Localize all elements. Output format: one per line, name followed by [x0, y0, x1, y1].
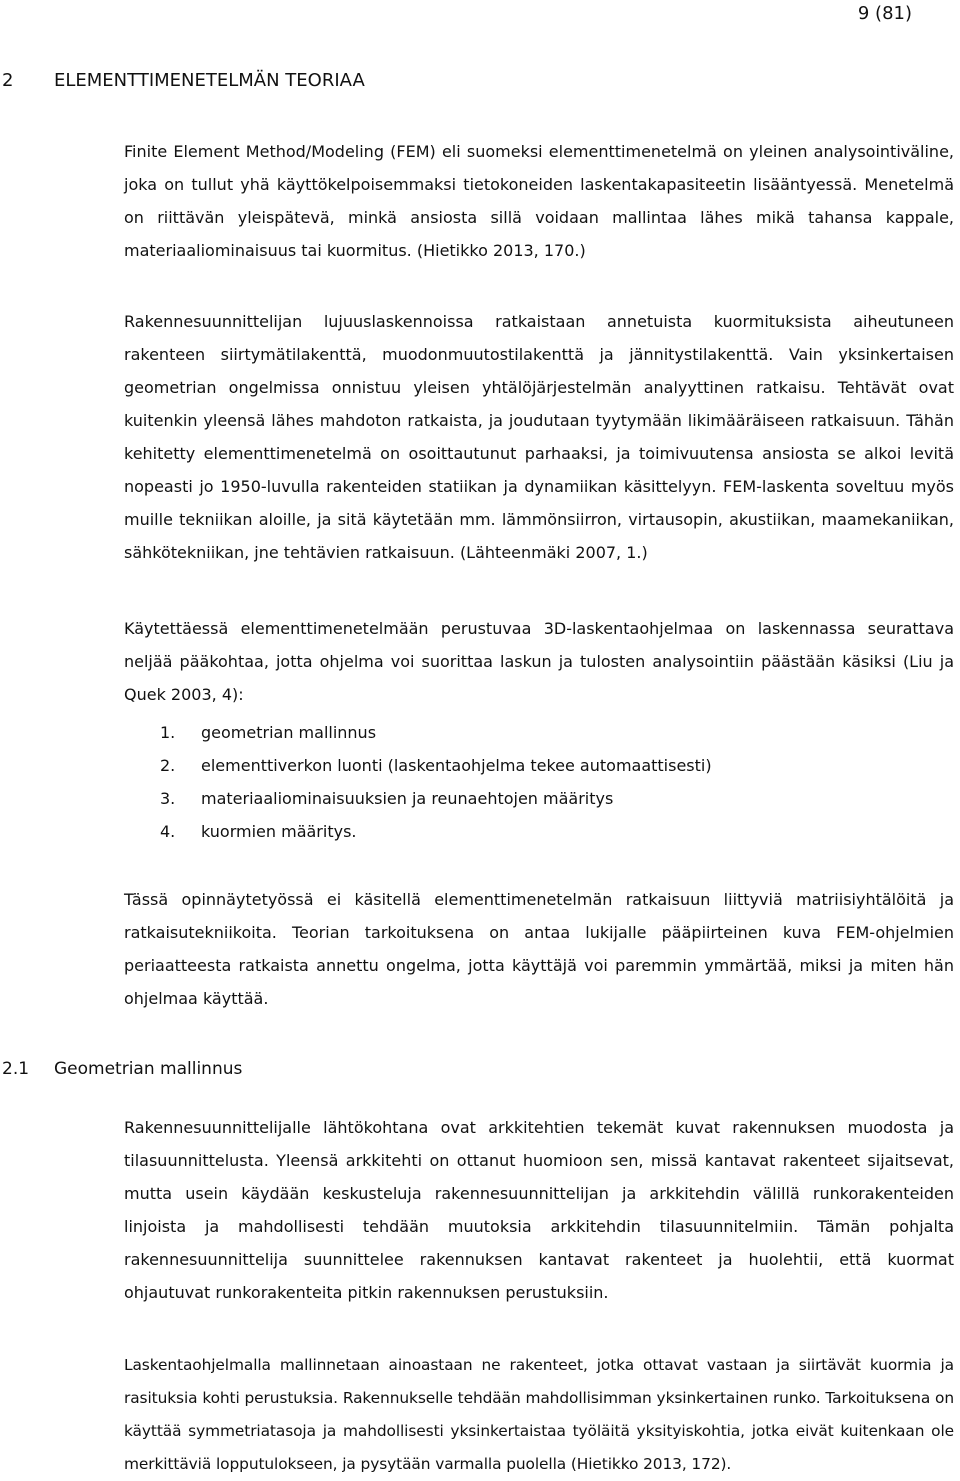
list-item-text: elementtiverkon luonti (laskentaohjelma tekee automaattisesti) — [201, 756, 712, 775]
list-item — [160, 716, 712, 749]
list-marker: 4. — [160, 822, 176, 841]
workflow-steps-list — [160, 716, 712, 848]
list-item-text: geometrian mallinnus — [201, 723, 377, 742]
list-item — [160, 815, 712, 848]
paragraph-fem-intro: Finite Element Method/Modeling (FEM) eli suomeksi elementtimenetelmä on yleinen analysointiväline, joka on tullut yhä käyttökelpoisemmaksi tietokoneiden laskentakapasiteetin lisääntyessä. Menetelmä on riittävän yleispätevä, minkä ansiosta sillä voidaan mallintaa lähes mikä tahansa kappale, materiaaliominaisuus tai kuormitus. (Hietikko 2013, 170.) — [124, 142, 954, 260]
section-heading — [2, 1058, 242, 1080]
list-marker: 2. — [160, 756, 176, 775]
section-number: 2.1 — [2, 1059, 30, 1079]
chapter-number: 2 — [2, 70, 14, 91]
paragraph-modelling-scope: Laskentaohjelmalla mallinnetaan ainoastaan ne rakenteet, jotka ottavat vastaan ja siirtävät kuormia ja rasituksia kohti perustuksia. Rakennukselle tehdään mahdollisimman yksinkertainen runko. Tarkoituksena on käyttää symmetriatasoja ja mahdollisesti yksinkertaistaa työläitä yksityiskohtia, jotka eivät kuitenkaan ole merkittäviä lopputulokseen, ja pysytään varmalla puolella (Hietikko 2013, 172). — [124, 1356, 954, 1473]
paragraph-architect-input: Rakennesuunnittelijalle lähtökohtana ovat arkkitehtien tekemät kuvat rakennuksen muodosta ja tilasuunnittelusta. Yleensä arkkitehti on ottanut huomioon sen, missä kantavat rakenteet sijaitsevat, mutta usein käydään keskusteluja rakennesuunnittelijan ja arkkitehdin välillä runkorakenteiden linjoista ja mahdollisesti tehdään muutoksia arkkitehdin tilasuunnitelmiin. Tämän pohjalta rakennesuunnittelija suunnittelee rakennuksen kantavat rakenteet ja huolehtii, että kuormat ohjautuvat runkorakenteita pitkin rakennuksen perustuksiin. — [124, 1118, 954, 1302]
list-item-text: materiaaliominaisuuksien ja reunaehtojen määritys — [201, 789, 614, 808]
list-marker: 1. — [160, 723, 176, 742]
chapter-heading — [2, 70, 365, 92]
paragraph-thesis-scope: Tässä opinnäytetyössä ei käsitellä elementtimenetelmän ratkaisuun liittyviä matriisiyhtälöitä ja ratkaisutekniikoita. Teorian tarkoituksena on antaa lukijalle pääpiirteinen kuva FEM-ohjelmien periaatteesta ratkaista annettu ongelma, jotta käyttäjä voi paremmin ymmärtää, miksi ja miten hän ohjelmaa käyttää. — [124, 890, 954, 1008]
chapter-title: ELEMENTTIMENETELMÄN TEORIAA — [54, 70, 365, 91]
paragraph-3d-workflow: Käytettäessä elementtimenetelmään perustuvaa 3D-laskentaohjelmaa on laskennassa seurattava neljää pääkohtaa, jotta ohjelma voi suorittaa laskun ja tulosten analysointiin päästään käsiksi (Liu ja Quek 2003, 4): — [124, 619, 954, 704]
list-item-text: kuormien määritys. — [201, 822, 357, 841]
paragraph-structural-analysis: Rakennesuunnittelijan lujuuslaskennoissa ratkaistaan annetuista kuormituksista aiheutuneen rakenteen siirtymätilakenttä, muodonmuutostilakenttä ja jännitystilakenttä. Vain yksinkertaisen geometrian ongelmissa onnistuu yleisen yhtälöjärjestelmän analyyttinen ratkaisu. Tehtävät ovat kuitenkin yleensä lähes mahdoton ratkaista, ja joudutaan tyytymään likimääräiseen ratkaisuun. Tähän kehitetty elementtimenetelmä on osoittautunut parhaaksi, ja toimivuutensa ansiosta se alkoi levitä nopeasti jo 1950-luvulla rakenteiden statiikan ja dynamiikan käsittelyyn. FEM-laskenta soveltuu myös muille tekniikan aloille, ja sitä käytetään mm. lämmönsiirron, virtausopin, akustiikan, maamekaniikan, sähkötekniikan, jne tehtävien ratkaisuun. (Lähteenmäki 2007, 1.) — [124, 312, 954, 562]
list-item — [160, 782, 712, 815]
section-title: Geometrian mallinnus — [54, 1059, 243, 1079]
list-marker: 3. — [160, 789, 176, 808]
list-item — [160, 749, 712, 782]
page-number: 9 (81) — [857, 3, 912, 24]
